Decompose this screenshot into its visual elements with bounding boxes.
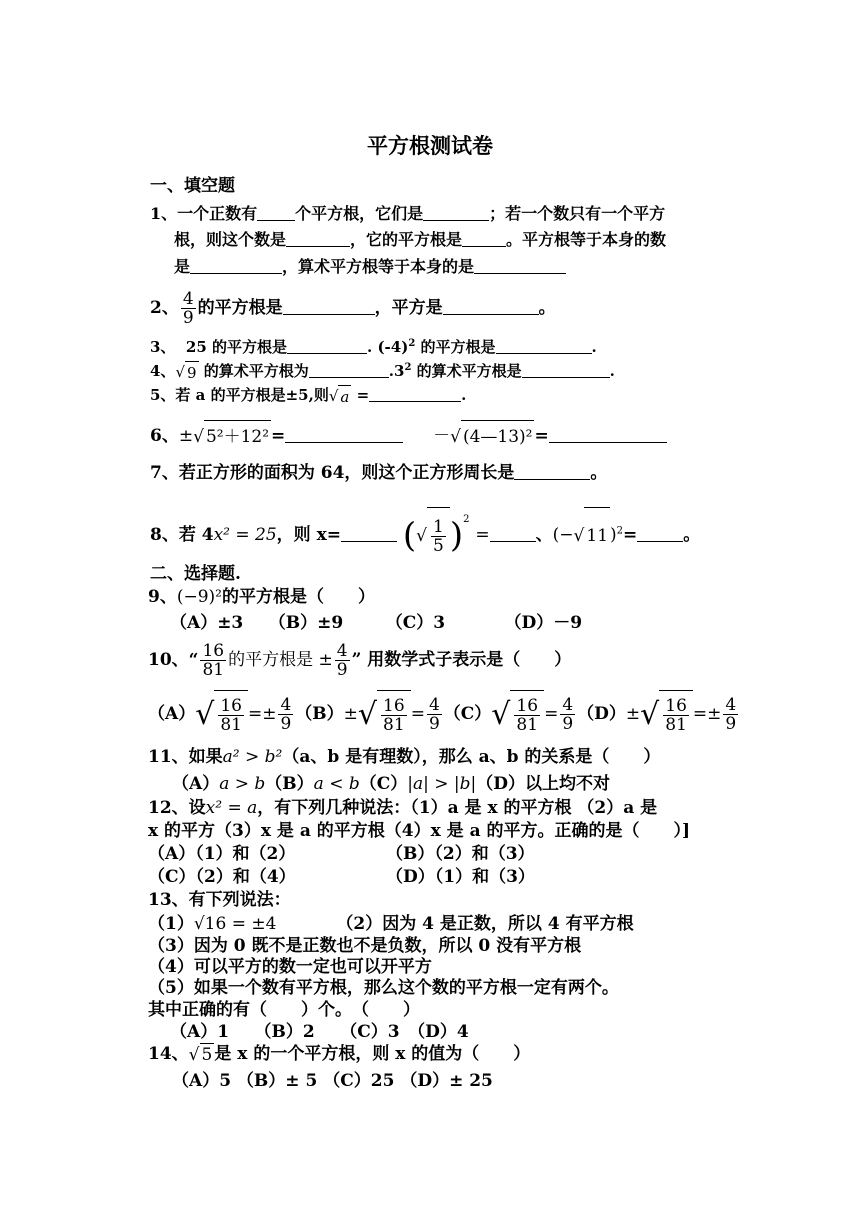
numerator: 4: [182, 289, 194, 309]
denominator: 81: [220, 715, 242, 735]
q5-text: .: [461, 386, 467, 404]
radical: √ $\frac{16}{81}$: [358, 690, 411, 739]
question-12-option-c: （C）（2）和（4）: [148, 867, 296, 887]
answer-blank[interactable]: [514, 463, 590, 480]
numerator: 1: [433, 517, 444, 537]
denominator: 9: [336, 660, 348, 680]
question-13-statement-4: （4）可以平方的数一定也可以开平方: [148, 957, 432, 977]
option-label: （C）: [359, 774, 408, 794]
expression: √16 = ±4: [193, 914, 277, 934]
question-1-line-3: [174, 256, 566, 278]
question-10: [148, 638, 571, 682]
answer-blank[interactable]: [285, 426, 403, 443]
q3-text: . (-4): [367, 338, 409, 356]
expression: (−9)²: [176, 587, 222, 607]
denominator: 9: [280, 714, 292, 734]
q4-text: 的算术平方根是: [411, 362, 522, 380]
statement-label: （1）: [148, 914, 194, 934]
question-3: [150, 333, 597, 358]
option-label: （D）以上均不对: [476, 774, 610, 794]
answer-blank[interactable]: [637, 525, 683, 542]
question-11-options: [172, 773, 610, 795]
q10-text: 10、“: [148, 650, 199, 670]
option-label: （D）: [577, 704, 626, 724]
plus-minus-sign: ±: [707, 704, 722, 724]
answer-blank[interactable]: [496, 337, 592, 354]
radicand: a: [338, 385, 351, 408]
radical: √ 11: [574, 507, 610, 564]
q1-text: ，算术平方根等于本身的是: [282, 257, 475, 276]
question-7: [150, 462, 607, 484]
option-label: （B）: [295, 704, 344, 724]
numerator: 4: [280, 695, 292, 715]
radical: √ a: [329, 384, 352, 408]
answer-blank[interactable]: [549, 426, 667, 443]
question-10-options: [148, 690, 740, 739]
expression: |a| > |b|: [407, 774, 477, 794]
denominator: 81: [665, 715, 687, 735]
q7-text: 。: [590, 463, 608, 483]
numerator: 4: [428, 695, 440, 715]
answer-blank[interactable]: [257, 204, 295, 221]
q8-text: 8、若 4: [150, 525, 214, 545]
numerator: 4: [562, 695, 574, 715]
q1-text: ；若一个数只有一个平方: [489, 204, 666, 223]
denominator: 9: [182, 308, 194, 328]
denominator: 9: [725, 714, 737, 734]
question-9: [148, 586, 375, 608]
q14-text: 是 x 的一个平方根，则 x 的值为（ ）: [214, 1044, 531, 1064]
numerator: 16: [516, 696, 539, 716]
denominator: 81: [202, 660, 225, 680]
radical: √ $\frac{16}{81}$: [195, 690, 248, 739]
question-13-options: （A）1 （B）2 （C）3 （D）4: [170, 1022, 469, 1042]
question-1-line-1: [150, 203, 665, 225]
plus-minus-sign: ±: [262, 704, 277, 724]
question-number: 2、: [150, 298, 179, 318]
statement-text: （2）因为 4 是正数，所以 4 有平方根: [336, 914, 634, 934]
equals-sign: =: [475, 525, 490, 545]
option-label: （A）: [148, 704, 196, 724]
radicand: 5²＋12²: [204, 420, 271, 453]
q2-text: 。: [538, 298, 556, 318]
equation: x² = 25: [213, 525, 277, 545]
superscript: 2: [463, 514, 470, 525]
option-label: （A）: [172, 774, 220, 794]
q1-text: 根，则这个数是: [174, 230, 287, 249]
q11-text: 11、如果: [148, 747, 223, 767]
equals-sign: =: [534, 426, 549, 446]
equals-sign: =: [692, 704, 708, 724]
answer-blank[interactable]: [309, 361, 389, 378]
equals-sign: =: [271, 426, 286, 446]
superscript: 2: [408, 338, 416, 349]
denominator: 5: [433, 536, 444, 556]
option-label: （C）: [443, 704, 492, 724]
answer-blank[interactable]: [287, 337, 367, 354]
question-2: [150, 288, 556, 328]
superscript: 2: [404, 362, 412, 373]
equals-sign: =: [247, 704, 263, 724]
q14-text: 14、: [148, 1044, 189, 1064]
numerator: 16: [220, 696, 242, 716]
q2-text: ，平方是: [374, 298, 443, 318]
answer-blank[interactable]: [522, 361, 610, 378]
answer-blank[interactable]: [190, 257, 282, 274]
section-choice-heading: 二、选择题.: [150, 564, 241, 584]
question-5: [150, 384, 466, 408]
answer-blank[interactable]: [474, 257, 566, 274]
expression: a > b: [219, 774, 266, 794]
radicand: 11: [584, 507, 610, 564]
answer-blank[interactable]: [283, 298, 375, 315]
q12-text: ，有下列几种说法：（1）a 是 x 的平方根 （2）a 是: [257, 798, 658, 818]
plus-minus-sign: ±: [178, 426, 194, 446]
q5-text: 5、若 a 的平方根是±5,则: [150, 386, 329, 404]
q10-text: ” 用数学式子表示是（ ）: [351, 650, 572, 670]
q1-text: 1、一个正数有: [150, 204, 258, 223]
answer-blank[interactable]: [341, 525, 397, 542]
answer-blank[interactable]: [490, 525, 536, 542]
question-number: 4、: [150, 362, 176, 380]
q2-text: 的平方根是: [197, 298, 283, 318]
question-12-line-2: x 的平方（3）x 是 a 的平方根（4）x 是 a 的平方。正确的是（ ）]: [148, 821, 691, 841]
q3-text: 的平方根是: [415, 338, 496, 356]
radicand: (4—13)²: [461, 420, 535, 453]
q4-text: .: [609, 362, 615, 380]
question-1-line-2: [174, 229, 666, 251]
radical: √ $\frac{16}{81}$: [491, 690, 544, 739]
q8-text: ，则 x=: [276, 525, 341, 545]
fraction: [181, 290, 196, 327]
question-12-option-b: （B）（2）和（3）: [386, 844, 535, 864]
q7-text: 7、若正方形的面积为 64，则这个正方形周长是: [150, 463, 515, 483]
question-12-option-d: （D）（1）和（3）: [386, 867, 535, 887]
question-12-option-a: （A）（1）和（2）: [148, 844, 296, 864]
radical: √ (4—13)²: [450, 420, 534, 453]
q8-text: 。: [683, 525, 701, 545]
question-8: 8、若 4x² = 25，则 x= (√ $\frac{1}{5}$ )$^2$ = 、(−√ 11 )$^2$= 。: [150, 492, 700, 564]
q10-text: 的平方根是 ±: [228, 650, 333, 670]
answer-blank[interactable]: [369, 385, 461, 402]
question-13: 13、有下列说法：: [148, 890, 291, 910]
radicand: 5: [201, 1045, 213, 1065]
denominator: 81: [516, 715, 539, 735]
q4-text: 的算术平方根为: [198, 362, 309, 380]
option-label: （B）: [265, 774, 314, 794]
denominator: 9: [428, 714, 440, 734]
denominator: 81: [383, 715, 405, 735]
answer-blank[interactable]: [462, 230, 506, 247]
q9-text: 9、: [148, 587, 177, 607]
page-title: 平方根测试卷: [367, 133, 493, 158]
radicand: 9: [185, 361, 199, 384]
radical: √ 9: [175, 360, 198, 384]
q1-text: ，它的平方根是: [350, 230, 463, 249]
numerator: 16: [383, 696, 405, 716]
section-fill-in-heading: 一、填空题: [150, 176, 235, 196]
question-13-statement-3: （3）因为 0 既不是正数也不是负数，所以 0 没有平方根: [148, 936, 582, 956]
question-12-line-1: [148, 797, 657, 819]
equals-sign: =: [410, 704, 425, 724]
radical: √ 5²＋12²: [193, 420, 271, 453]
question-13-prompt: 其中正确的有（ ）个。 （ ）: [148, 1000, 420, 1020]
q3-text: .: [591, 338, 597, 356]
q8-text: 、: [535, 525, 553, 545]
radical: √ $\frac{16}{81}$: [640, 690, 693, 739]
expression: a² > b²: [222, 747, 283, 767]
question-14: [148, 1043, 530, 1066]
equals-sign: =: [544, 704, 559, 724]
superscript: 2: [616, 525, 624, 537]
numerator: 4: [725, 695, 737, 715]
radical: √ $\frac{1}{5}$: [416, 507, 450, 564]
question-13-statement-1-2: [148, 913, 634, 935]
q12-text: 12、设: [148, 798, 206, 818]
plus-minus-sign: ±: [625, 704, 641, 724]
q5-text: =: [351, 386, 370, 404]
question-13-statement-5: （5）如果一个数有平方根，那么这个数的平方根一定有两个。: [148, 978, 619, 998]
denominator: 9: [562, 714, 574, 734]
question-4: [150, 357, 615, 384]
answer-blank[interactable]: [286, 230, 350, 247]
q1-text: 是: [174, 257, 191, 276]
question-number: 6、: [150, 426, 179, 446]
expression: x² = a: [205, 798, 258, 818]
fraction: [335, 642, 350, 679]
fraction: [431, 518, 446, 555]
answer-blank[interactable]: [423, 204, 489, 221]
numerator: 16: [202, 641, 225, 661]
radical: √ 5: [188, 1044, 213, 1065]
question-14-options: （A）5 （B）± 5 （C）25 （D）± 25: [172, 1071, 493, 1091]
q1-text: 个平方根，它们是: [295, 204, 424, 223]
q3-text: 25 的平方根是: [185, 338, 287, 356]
fraction: [200, 642, 226, 679]
question-6: [150, 420, 667, 453]
question-11: [148, 746, 660, 768]
q11-text: （a、b 是有理数），那么 a、b 的关系是（ ）: [282, 747, 661, 767]
numerator: 4: [336, 641, 348, 661]
minus-sign: －: [433, 426, 451, 446]
question-number: 3、: [150, 338, 176, 356]
numerator: 16: [665, 696, 687, 716]
plus-minus-sign: ±: [343, 704, 358, 724]
q9-text: 的平方根是（ ）: [221, 587, 375, 607]
equals-sign: =: [623, 525, 638, 545]
q4-text: .3: [388, 362, 405, 380]
question-9-options: （A）±3 （B）±9 （C）3 （D）－9: [170, 613, 583, 633]
q1-text: 。平方根等于本身的数: [506, 230, 667, 249]
answer-blank[interactable]: [443, 298, 539, 315]
expression: a < b: [313, 774, 360, 794]
